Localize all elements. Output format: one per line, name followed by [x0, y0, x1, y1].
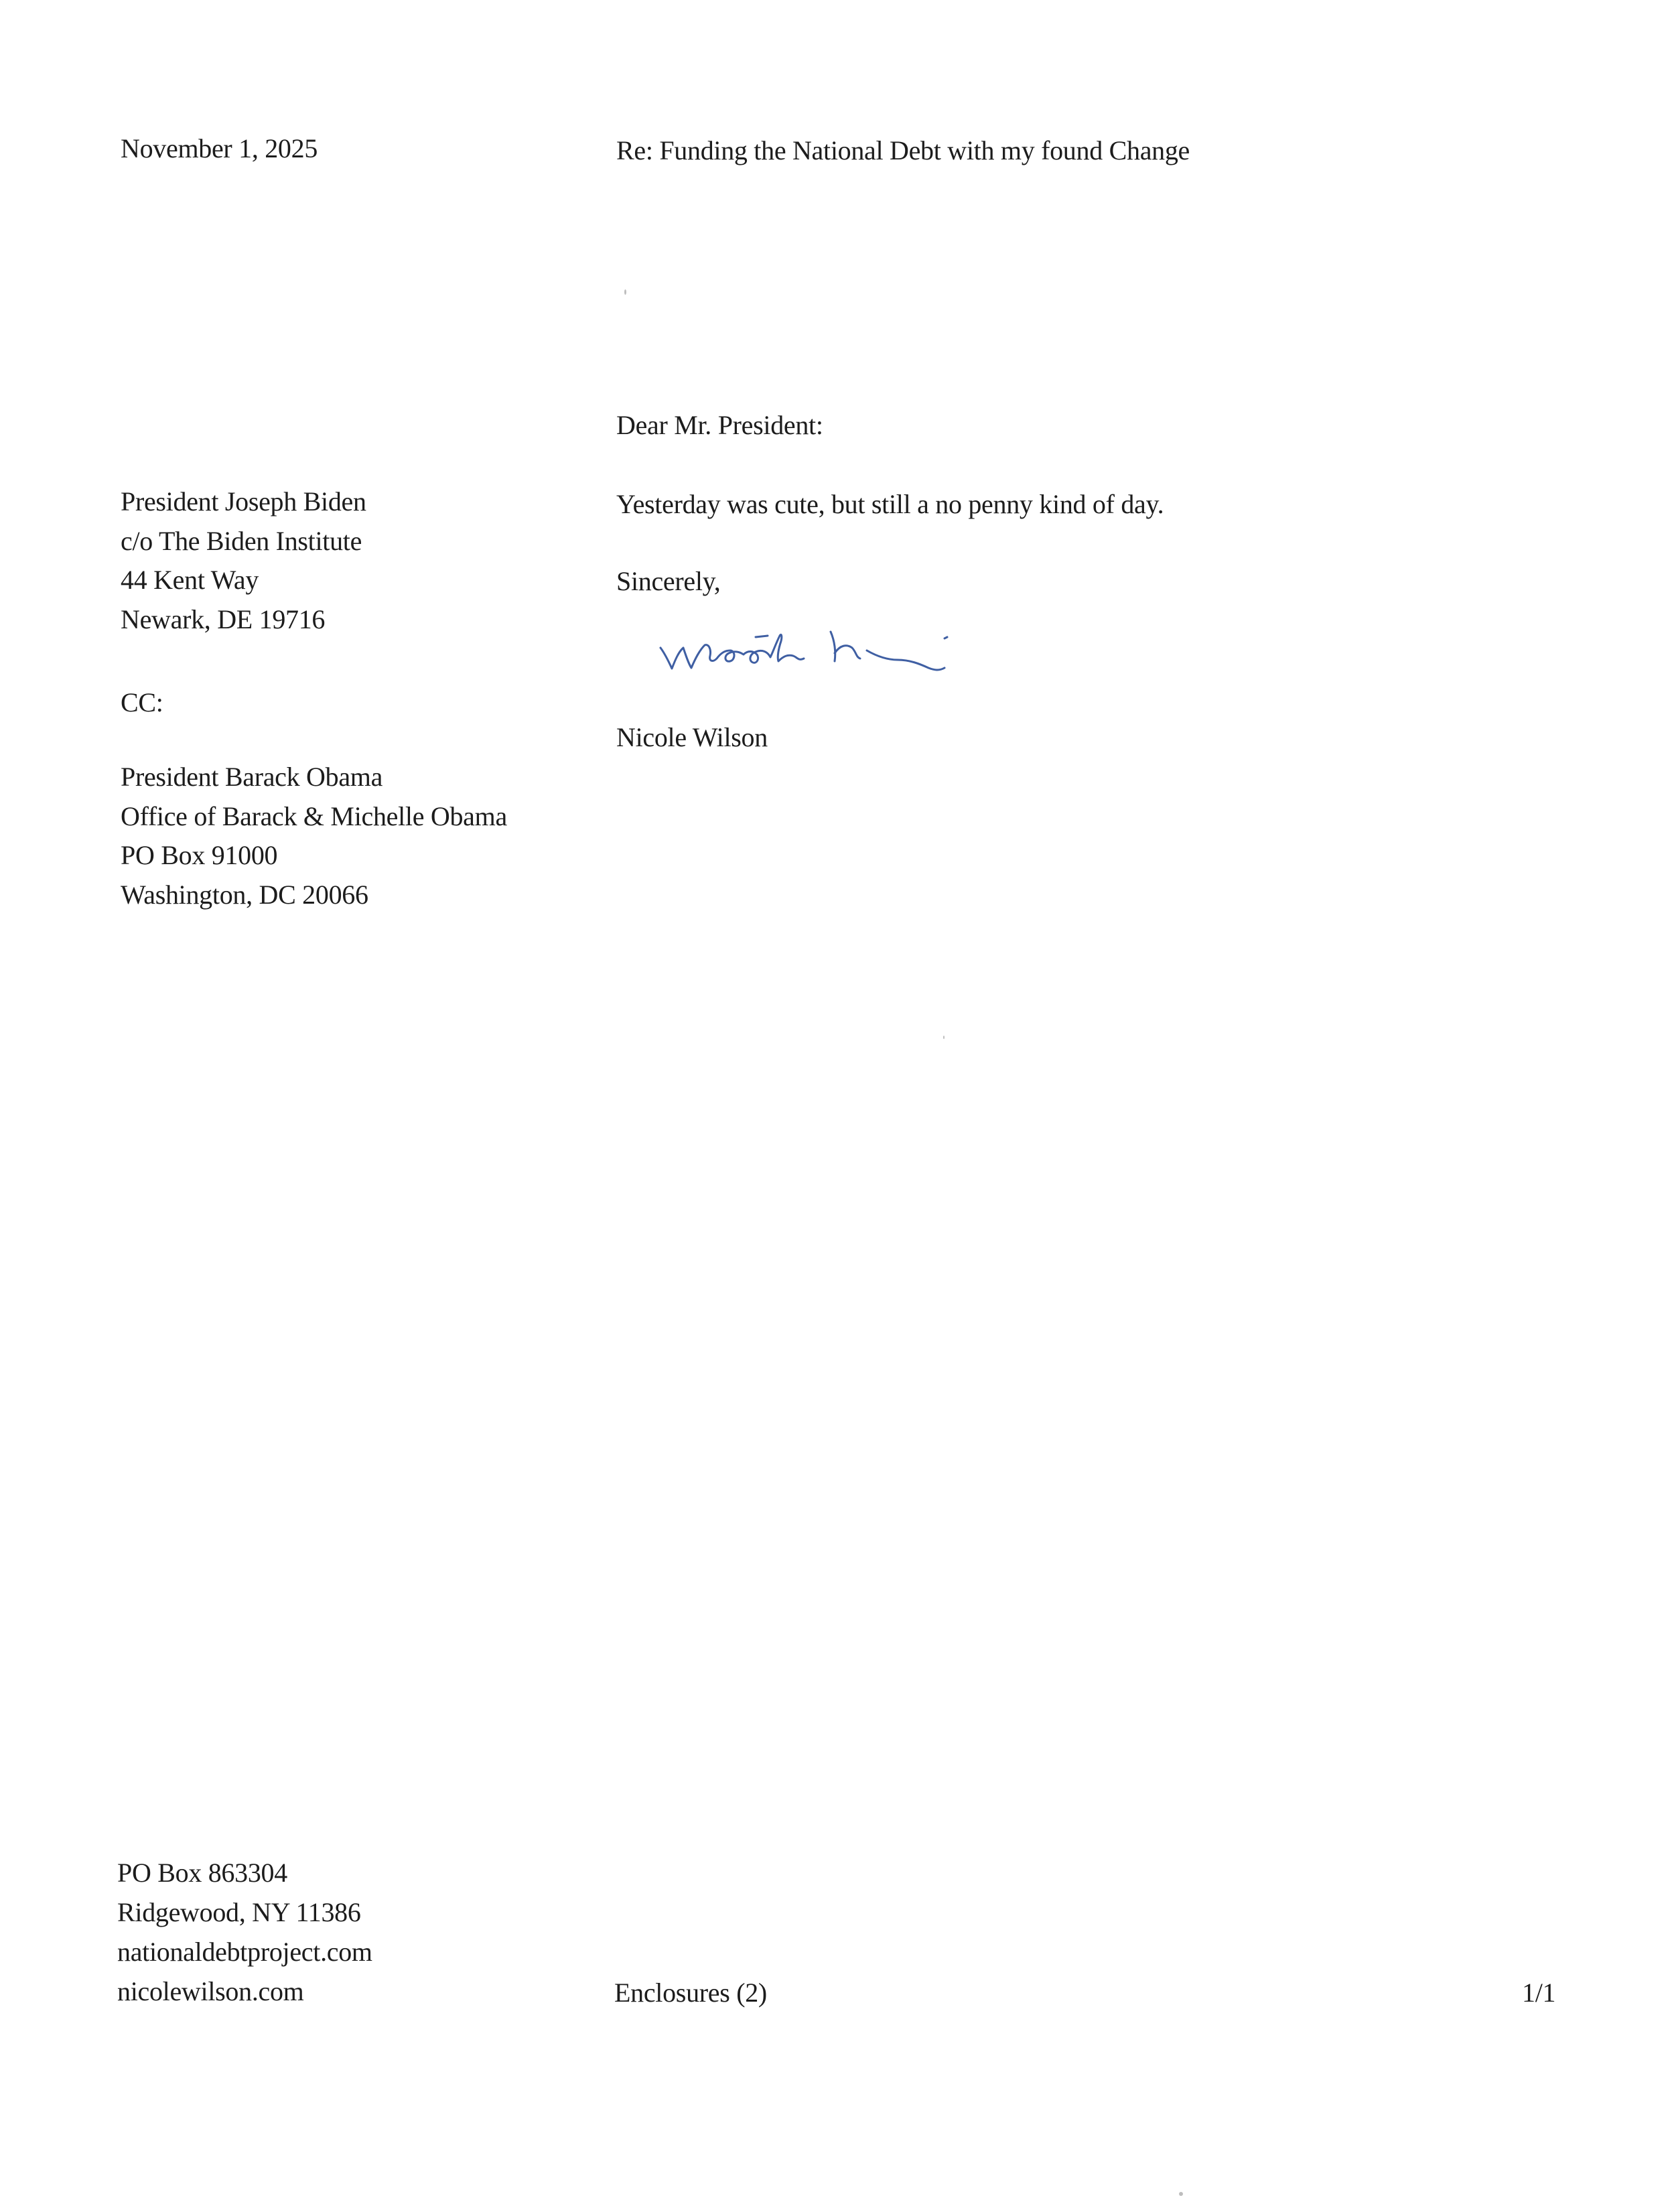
signature-image: [655, 606, 977, 687]
recipient-line: 44 Kent Way: [121, 565, 259, 595]
letter-body: Yesterday was cute, but still a no penny kind of day.: [616, 489, 1164, 519]
page-number: 1/1: [1522, 1978, 1556, 2008]
enclosures: Enclosures (2): [614, 1978, 767, 2008]
cc-line: Office of Barack & Michelle Obama: [121, 801, 507, 831]
letter-date: November 1, 2025: [121, 133, 318, 163]
sender-line: nicolewilson.com: [117, 1976, 304, 2006]
cc-line: Washington, DC 20066: [121, 879, 368, 910]
scan-speck: [1179, 2192, 1183, 2196]
recipient-line: Newark, DE 19716: [121, 604, 326, 634]
closing: Sincerely,: [616, 566, 721, 596]
sender-line: nationaldebtproject.com: [117, 1937, 372, 1967]
sender-line: PO Box 863304: [117, 1858, 287, 1888]
signature-name: Nicole Wilson: [616, 722, 768, 752]
sender-address: [117, 1853, 372, 2011]
sender-line: Ridgewood, NY 11386: [117, 1897, 361, 1927]
cc-line: President Barack Obama: [121, 762, 383, 792]
salutation: Dear Mr. President:: [616, 410, 823, 440]
letter-subject: Re: Funding the National Debt with my found Change: [616, 135, 1190, 165]
recipient-line: c/o The Biden Institute: [121, 525, 362, 556]
scan-speck: [624, 289, 626, 295]
cc-label: CC:: [121, 687, 163, 717]
cc-address: [121, 758, 507, 914]
recipient-address: [121, 482, 366, 639]
cc-line: PO Box 91000: [121, 840, 278, 870]
recipient-line: President Joseph Biden: [121, 486, 366, 516]
scan-speck: [943, 1036, 945, 1039]
